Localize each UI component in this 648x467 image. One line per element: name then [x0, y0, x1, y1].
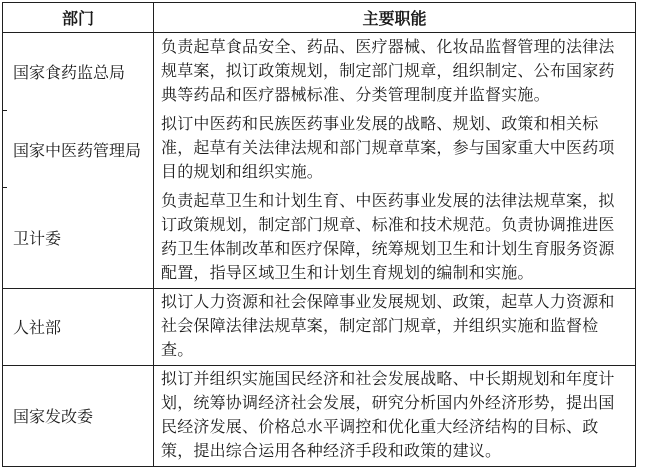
department-cell: 国家发改委 — [3, 365, 154, 466]
functions-cell: 拟订并组织实施国民经济和社会发展战略、中长期规划和年度计划，统筹协调经济社会发展，研究分析国内外经济形势，提出国民经济发展、价格总水平调控和优化重大经济结构的目标、政策，提出综合运用各种经济手段和政策的建议。 — [154, 365, 636, 466]
table-header-row — [3, 3, 636, 33]
column-header-functions: 主要职能 — [154, 3, 636, 33]
table-row — [3, 288, 636, 365]
functions-cell: 负责起草卫生和计划生育、中医药事业发展的法律法规草案，拟订政策规划，制定部门规章、标准和技术规范。负责协调推进医药卫生体制改革和医疗保障，统筹规划卫生和计划生育服务资源配置，指导区域卫生和计划生育规划的编制和实施。 — [161, 192, 615, 282]
department-cell: 卫计委 — [3, 188, 154, 289]
department-cell: 国家中医药管理局 — [3, 111, 154, 188]
table-row — [3, 365, 636, 466]
department-cell: 人社部 — [3, 288, 154, 365]
table-row — [3, 188, 636, 289]
column-header-department: 部门 — [3, 3, 154, 33]
department-functions-table — [2, 2, 636, 467]
table-row — [3, 111, 636, 188]
functions-cell: 拟订人力资源和社会保障事业发展规划、政策，起草人力资源和社会保障法律法规草案，制定部门规章，并组织实施和监督检查。 — [154, 288, 636, 365]
table-row — [3, 33, 636, 111]
row-boundary-tick — [2, 110, 7, 111]
department-cell: 国家食药监总局 — [3, 33, 154, 111]
functions-cell: 负责起草食品安全、药品、医疗器械、化妆品监督管理的法律法规草案，拟订政策规划，制定部门规章，组织制定、公布国家药典等药品和医疗器械标准、分类管理制度并监督实施。 — [161, 38, 615, 104]
row-boundary-tick — [2, 187, 7, 188]
functions-cell: 拟订中医药和民族医药事业发展的战略、规划、政策和相关标准，起草有关法律法规和部门规章草案，参与国家重大中医药项目的规划和组织实施。 — [161, 116, 615, 181]
